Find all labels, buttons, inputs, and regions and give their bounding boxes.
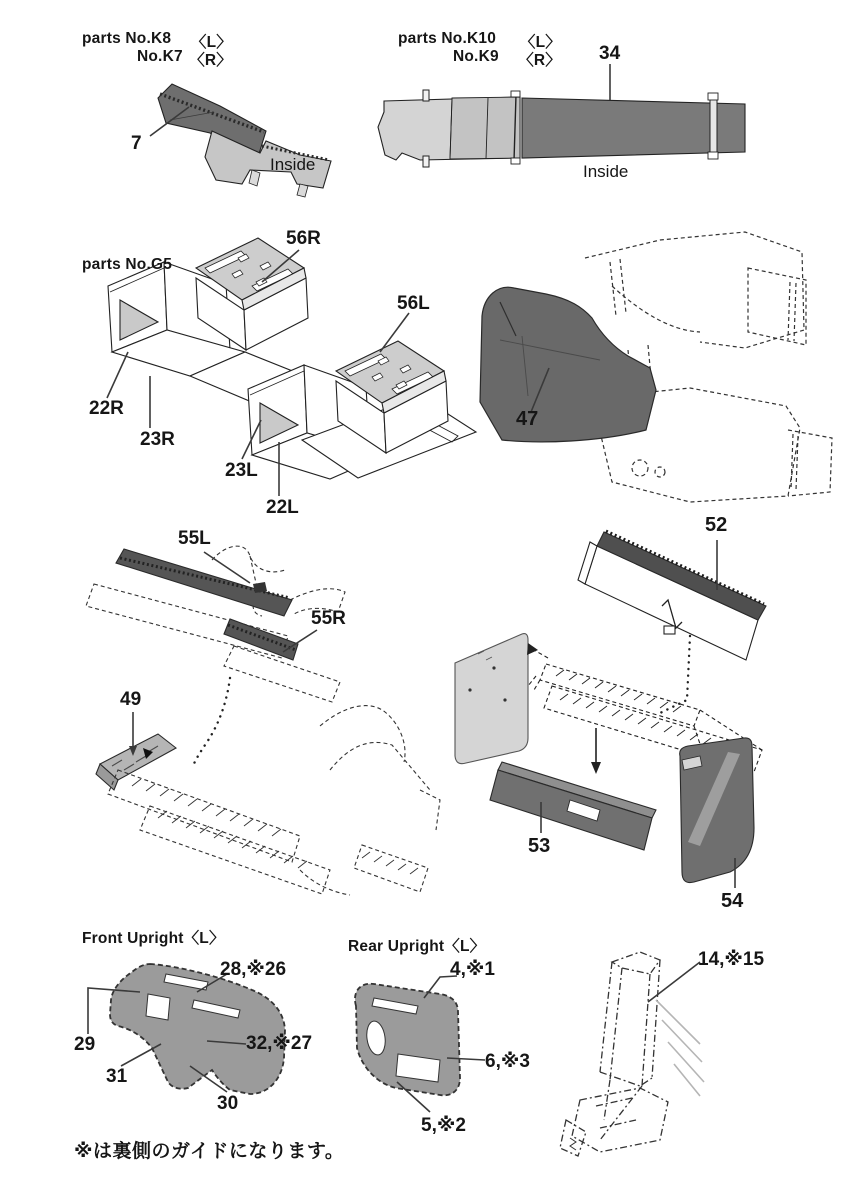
section-title-rear-upright: Rear Upright〈L〉 [348, 938, 486, 955]
parts-name: No.K7 [137, 48, 183, 65]
bargeboard-k8k7-diagram [150, 84, 331, 197]
rear-wing-diagram [455, 531, 766, 888]
rear-upright-diagram [355, 976, 485, 1112]
part-label-22r: 22R [89, 398, 124, 419]
part-label-6: 6,※3 [485, 1051, 530, 1072]
dotted-connector [194, 678, 230, 765]
section-title-g5: parts No.G5 [82, 256, 173, 273]
part47-dark-pad [480, 287, 656, 442]
gearbox-diagram [560, 952, 704, 1156]
part-label-49: 49 [120, 689, 142, 710]
section-title-k8k7-line2 [137, 48, 232, 70]
strip-55r [224, 619, 298, 660]
parts-name: No.K9 [453, 48, 499, 65]
part-label-34: 34 [599, 43, 621, 64]
part-label-22l: 22L [266, 497, 299, 518]
part-label-23l: 23L [225, 460, 258, 481]
inside-label-k10k9: Inside [583, 162, 629, 181]
part-label-28: 28,※26 [220, 959, 287, 980]
inside-label-k8k7: Inside [270, 155, 316, 174]
leader-22r [107, 352, 128, 398]
part-label-56r: 56R [286, 228, 321, 249]
part-label-52: 52 [705, 514, 728, 536]
leader-14 [648, 962, 700, 1002]
strip-55l [116, 549, 292, 616]
part-label-30: 30 [217, 1093, 239, 1114]
radiator-duct-g5-diagram [107, 238, 476, 496]
part-label-5: 5,※2 [421, 1115, 466, 1136]
parts-side: 〈L〉 [190, 34, 232, 51]
section-title-k10k9-line2 [453, 48, 561, 70]
cockpit-pad-47-diagram [480, 232, 832, 502]
front-wing-diagram [86, 546, 440, 895]
section-title-front-upright: Front Upright〈L〉 [82, 930, 225, 947]
part-label-55l: 55L [178, 528, 211, 549]
part-label-55r: 55R [311, 608, 346, 629]
sidepod-duct-k10k9-diagram [378, 64, 745, 167]
part-label-47: 47 [516, 408, 539, 430]
part-label-31: 31 [106, 1066, 128, 1087]
parts-name: parts No.K10 [398, 30, 497, 47]
part-label-54: 54 [721, 890, 744, 912]
parts-side: 〈R〉 [189, 52, 232, 69]
part-label-7: 7 [131, 133, 142, 154]
part-label-32: 32,※27 [246, 1033, 313, 1054]
part-label-23r: 23R [140, 429, 175, 450]
part-label-56l: 56L [397, 293, 430, 314]
part-label-4: 4,※1 [450, 959, 495, 980]
gearbox-column [612, 952, 660, 974]
endplate-left [455, 634, 528, 764]
part-label-14: 14,※15 [698, 949, 765, 970]
parts-side: 〈L〉 [519, 34, 561, 51]
plate-49 [100, 734, 176, 780]
parts-name: parts No.K8 [82, 30, 172, 47]
part-label-29: 29 [74, 1034, 96, 1055]
part-label-53: 53 [528, 835, 551, 857]
footnote-note: ※は裏側のガイドになります。 [74, 1141, 345, 1162]
parts-side: 〈R〉 [518, 52, 561, 69]
